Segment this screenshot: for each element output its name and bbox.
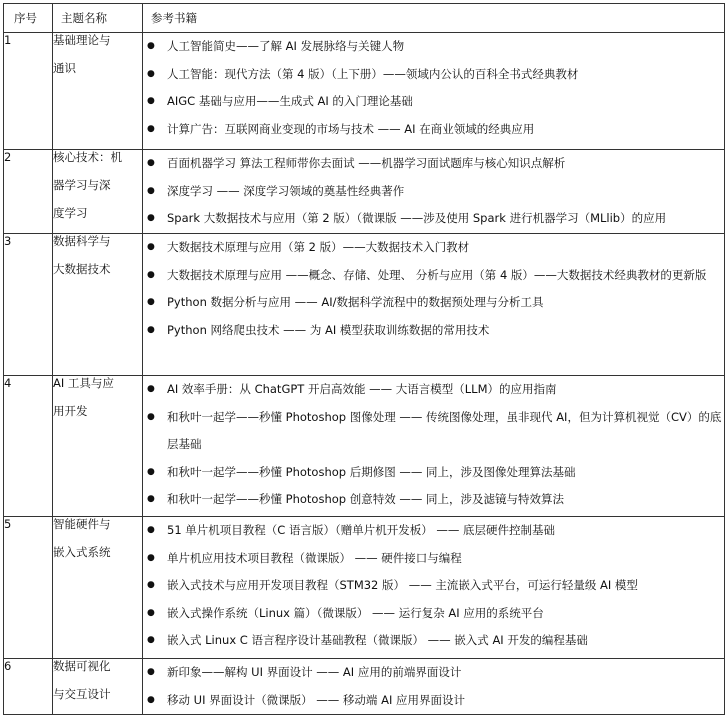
book-item	[143, 61, 724, 89]
book-item	[143, 572, 724, 600]
book-title: 移动 UI 界面设计（微课版） —— 移动端 AI 应用界面设计	[167, 692, 465, 707]
row-topic	[53, 659, 143, 715]
header-number: 序号	[4, 4, 53, 33]
book-item	[143, 116, 724, 144]
topic-line: 数据科学与	[53, 234, 111, 248]
bullet-icon: ●	[147, 158, 155, 168]
book-item	[143, 262, 724, 290]
book-title: Python 数据分析与应用 —— AI/数据科学流程中的数据预处理与分析工具	[167, 295, 544, 309]
row-topic	[53, 33, 143, 150]
row-topic	[53, 150, 143, 234]
bullet-icon: ●	[147, 269, 155, 280]
row-number: 3	[4, 234, 53, 376]
book-title: 嵌入式操作系统（Linux 篇）（微课版） —— 运行复杂 AI 应用的系统平台	[167, 605, 544, 620]
book-title: 百面机器学习 算法工程师带你去面试 ——机器学习面试题库与核心知识点解析	[167, 156, 566, 170]
book-title: 和秋叶一起学——秒懂 Photoshop 后期修图 —— 同上，涉及图像处理算法基础	[167, 464, 576, 479]
book-item	[143, 486, 724, 514]
row-number: 4	[4, 376, 53, 517]
row-topic	[53, 517, 143, 659]
book-title: 深度学习 —— 深度学习领域的奠基性经典著作	[167, 183, 405, 198]
table-row	[4, 659, 725, 715]
book-list	[143, 234, 724, 344]
book-item	[143, 627, 724, 655]
book-item	[143, 545, 724, 573]
row-number: 2	[4, 150, 53, 234]
bullet-icon: ●	[147, 494, 155, 504]
bullet-icon: ●	[147, 667, 155, 677]
bullet-icon: ●	[147, 411, 155, 422]
bullet-icon: ●	[147, 123, 155, 134]
bullet-icon: ●	[147, 466, 155, 477]
row-books	[143, 517, 725, 659]
book-title: 新印象——解构 UI 界面设计 —— AI 应用的前端界面设计	[167, 665, 462, 679]
book-item	[143, 517, 724, 545]
header-books: 参考书籍	[143, 4, 725, 33]
book-item	[143, 600, 724, 628]
topic-line: 与交互设计	[53, 687, 111, 701]
book-title: 51 单片机项目教程（C 语言版）（赠单片机开发板） —— 底层硬件控制基础	[167, 523, 556, 537]
book-item	[143, 178, 724, 206]
bullet-icon: ●	[147, 68, 155, 79]
book-title: Spark 大数据技术与应用（第 2 版）（微课版 ——涉及使用 Spark 进行机器学习（MLlib）的应用	[167, 211, 667, 225]
book-title: AI 效率手册：从 ChatGPT 开启高效能 —— 大语言模型（LLM）的应用指南	[167, 382, 557, 396]
row-books	[143, 234, 725, 376]
book-title: 计算广告：互联网商业变现的市场与技术 —— AI 在商业领域的经典应用	[167, 121, 535, 136]
book-title: 单片机应用技术项目教程（微课版） —— 硬件接口与编程	[167, 550, 462, 565]
book-title: 人工智能：现代方法（第 4 版）（上下册）——领域内公认的百科全书式经典教材	[167, 66, 579, 81]
bullet-icon: ●	[147, 324, 155, 335]
book-item	[143, 404, 724, 459]
topic-line: 智能硬件与	[53, 517, 111, 531]
bullet-icon: ●	[147, 607, 155, 618]
book-item	[143, 205, 724, 233]
table-row	[4, 517, 725, 659]
bullet-icon: ●	[147, 635, 155, 645]
book-item	[143, 150, 724, 178]
row-number: 1	[4, 33, 53, 150]
book-title: AIGC 基础与应用——生成式 AI 的入门理论基础	[167, 94, 413, 108]
bullet-icon: ●	[147, 525, 155, 535]
table-row	[4, 33, 725, 150]
row-books	[143, 376, 725, 517]
book-title: 大数据技术原理与应用 ——概念、存储、处理、 分析与应用（第 4 版）——大数据技术经典教材的更新版	[167, 267, 707, 282]
book-title: 和秋叶一起学——秒懂 Photoshop 图像处理 —— 传统图像处理，虽非现代 AI，但为计算机视觉（CV）的底层基础	[167, 409, 722, 451]
book-title: 和秋叶一起学——秒懂 Photoshop 创意特效 —— 同上，涉及滤镜与特效算法	[167, 492, 565, 506]
row-number: 6	[4, 659, 53, 715]
topic-line: 核心技术：机	[53, 150, 122, 164]
book-title: 大数据技术原理与应用（第 2 版）——大数据技术入门教材	[167, 240, 470, 254]
book-item	[143, 317, 724, 345]
row-books	[143, 150, 725, 234]
book-list	[143, 376, 724, 514]
book-item	[143, 459, 724, 487]
bullet-icon: ●	[147, 297, 155, 307]
topic-line: 基础理论与	[53, 33, 111, 47]
bullet-icon: ●	[147, 96, 155, 106]
book-title: 嵌入式技术与应用开发项目教程（STM32 版） —— 主流嵌入式平台，可运行轻量级 AI 模型	[167, 578, 638, 592]
book-item	[143, 289, 724, 317]
row-books	[143, 33, 725, 150]
topic-line: 用开发	[53, 404, 88, 418]
book-list	[143, 517, 724, 655]
topic-line: 嵌入式系统	[53, 545, 111, 559]
topic-line: 度学习	[53, 206, 88, 220]
header-topic: 主题名称	[53, 4, 143, 33]
row-topic	[53, 234, 143, 376]
topic-line: 数据可视化	[53, 659, 111, 673]
bullet-icon: ●	[147, 694, 155, 705]
reading-list-table	[3, 3, 725, 715]
topic-line: 大数据技术	[53, 262, 111, 276]
book-item	[143, 234, 724, 262]
book-item	[143, 33, 724, 61]
book-title: Python 网络爬虫技术 —— 为 AI 模型获取训练数据的常用技术	[167, 322, 490, 337]
row-number: 5	[4, 517, 53, 659]
topic-line: 器学习与深	[53, 178, 111, 192]
bullet-icon: ●	[147, 185, 155, 196]
book-title: 嵌入式 Linux C 语言程序设计基础教程（微课版） —— 嵌入式 AI 开发的编程基础	[167, 633, 588, 647]
book-list	[143, 150, 724, 233]
bullet-icon: ●	[147, 384, 155, 394]
table-row	[4, 150, 725, 234]
book-item	[143, 687, 724, 715]
bullet-icon: ●	[147, 41, 155, 51]
book-item	[143, 376, 724, 404]
row-books	[143, 659, 725, 715]
topic-line: 通识	[53, 61, 76, 75]
bullet-icon: ●	[147, 213, 155, 223]
book-title: 人工智能简史——了解 AI 发展脉络与关键人物	[167, 39, 405, 53]
topic-line: AI 工具与应	[53, 376, 114, 390]
bullet-icon: ●	[147, 242, 155, 252]
book-list	[143, 33, 724, 143]
book-item	[143, 659, 724, 687]
bullet-icon: ●	[147, 580, 155, 590]
row-topic	[53, 376, 143, 517]
table-row	[4, 234, 725, 376]
book-list	[143, 659, 724, 714]
book-item	[143, 88, 724, 116]
table-row	[4, 376, 725, 517]
bullet-icon: ●	[147, 552, 155, 563]
